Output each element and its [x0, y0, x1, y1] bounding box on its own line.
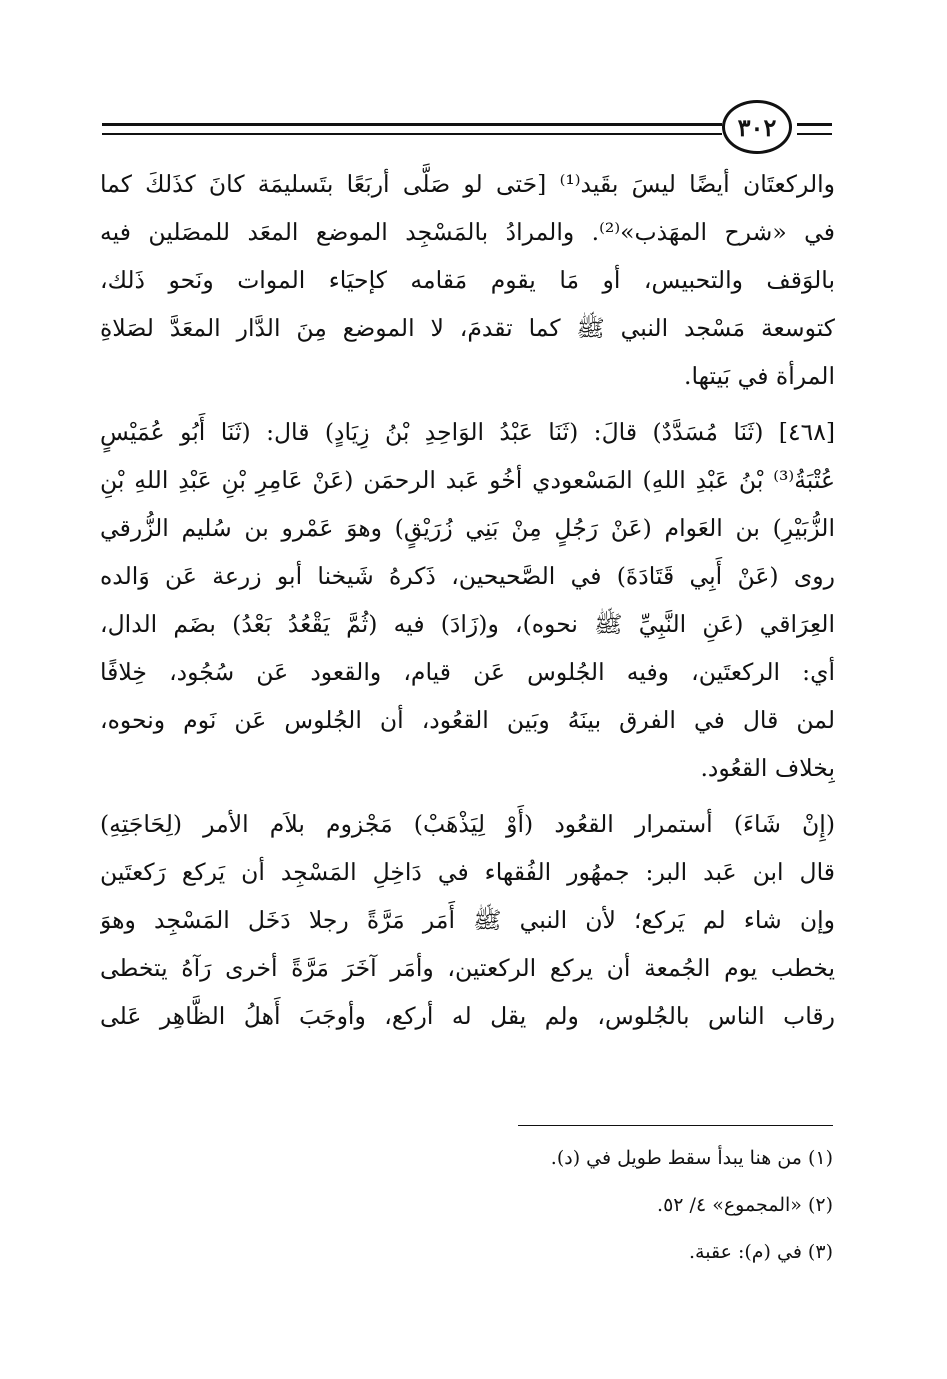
header-rule-upper — [102, 123, 722, 126]
header-rule-lower — [102, 133, 722, 135]
page-header — [102, 100, 832, 160]
text-line: كتوسعة مَسْجد النبي ﷺ كما تقدمَ، لا الموضع مِنَ الدَّار المعَدَّ لصَلاةِ — [100, 314, 835, 342]
footnote-divider — [518, 1125, 833, 1126]
text-line: (إِنْ شَاءَ) أستمرار القعُود (أَوْ لِيَذْهَبْ) مَجْزوم بلاَم الأمر (لِحَاجَتِهِ) — [100, 810, 835, 838]
text-line: [٤٦٨] (ثَنَا مُسَدَّدٌ) قالَ: (ثَنَا عَبْدُ الوَاحِدِ بْنُ زِيَادٍ) قال: (ثَنَا أَبُو عُمَيْسٍ — [100, 418, 835, 446]
text-line: أي: الركعتَين، وفيه الجُلوس عَن قيام، والقعود عَن سُجُود، خِلافًا — [100, 658, 835, 686]
main-text — [100, 160, 835, 1040]
text-line: والركعتَان أيضًا ليسَ بقَيد⁽¹⁾ [حَتى لو صَلَّى أربَعًا بتَسليمَة كانَ كذَلكَ كما — [100, 170, 835, 198]
text-line: رقاب الناس بالجُلوس، ولم يقل له أركع، وأوجَبَ أَهلُ الظَّاهِر عَلى — [100, 1002, 835, 1030]
text-line: العِرَاقي (عَنِ النَّبِيِّ ﷺ نحوه)، و(زَادَ) فيه (ثُمَّ يَقْعُدُ بَعْدُ) بضَم الدال، — [100, 610, 835, 638]
text-line: بالوَقف والتحبيس، أو مَا يقوم مَقامه كإحيَاء الموات ونَحو ذَلك، — [100, 266, 835, 294]
header-rule-upper-right — [797, 123, 832, 126]
header-rule-lower-right — [797, 133, 832, 135]
text-line: بِخلاف القعُود. — [700, 754, 835, 782]
text-line: الزُّبَيْرِ) بن العَوام (عَنْ رَجُلٍ مِنْ بَنِي زُرَيْقٍ) وهوَ عَمْرو بن سُليم الزُّرقي — [100, 514, 835, 542]
text-line: قال ابن عَبد البر: جمهُور الفُقهاء في دَاخِلِ المَسْجِد أن يَركع رَكعتَين — [100, 858, 835, 886]
footnote: (٣) في (م): عقبة. — [689, 1241, 833, 1263]
text-line: المرأة في بَيتها. — [683, 362, 835, 390]
text-line: في «شرح المهَذب»⁽²⁾. والمرادُ بالمَسْجِد الموضع المعَد للمصَلين فيه — [100, 218, 835, 246]
footnote: (١) من هنا يبدأ سقط طويل في (د). — [550, 1147, 833, 1169]
footnotes — [400, 1135, 833, 1276]
text-line: عُتْبَةُ⁽³⁾ بْنُ عَبْدِ اللهِ) المَسْعودي أخُو عَبد الرحمَن (عَنْ عَامِرِ بْنِ عَبْدِ اللهِ بْنِ — [100, 466, 835, 494]
footnote: (٢) «المجموع» ٤/ ٥٢. — [657, 1194, 833, 1216]
text-line: وإن شاء لم يَركع؛ لأن النبي ﷺ أَمَر مَرَّةً رجلا دَخَل المَسْجِد وهوَ — [100, 906, 835, 934]
text-line: يخطب يوم الجُمعة أن يركع الركعتين، وأمَر آخَرَ مَرَّةً أخرى رَآهُ يتخطى — [100, 954, 835, 982]
page-number: ٣٠٢ — [722, 100, 792, 154]
text-line: لمن قال في الفرق بينَهُ وبَين القعُود، أن الجُلوس عَن نَوم ونحوه، — [100, 706, 835, 734]
text-line: روى (عَنْ أَبِي قَتَادَةَ) في الصَّحيحين، ذَكرهُ شَيخنا أبو زرعة عَن وَالده — [100, 562, 835, 590]
